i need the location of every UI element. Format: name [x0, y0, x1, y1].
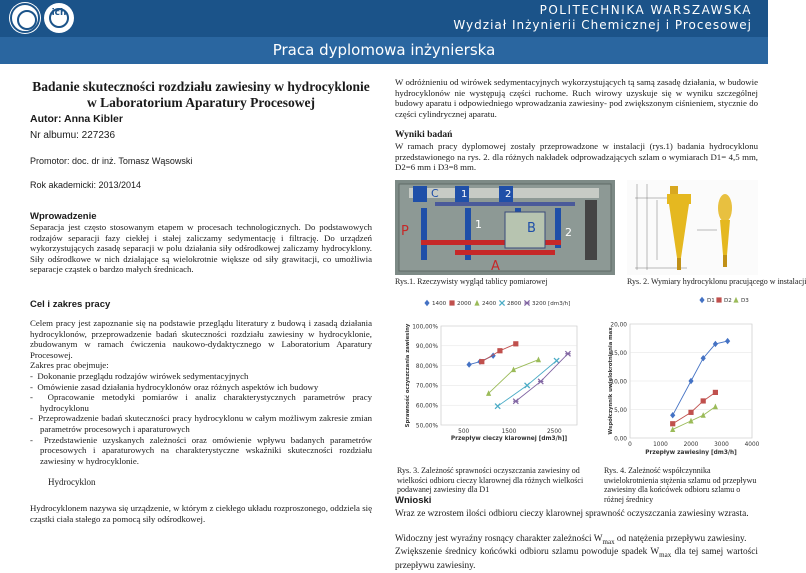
concentration-chart-legend-marker-3: [733, 297, 738, 303]
conclusion-3: Zwiększenie średnicy końcówki odbioru szlamu powoduje spadek $W_{max}$ dla tej samej wartości przepływu zawiesiny.: [395, 547, 758, 572]
efficiency-chart-legend-marker-4: [499, 300, 504, 305]
concentration-chart: [602, 294, 758, 459]
measurement-panel-photo: [395, 180, 615, 275]
author: Autor: Anna Kibler: [30, 113, 123, 125]
academic-year: Rok akademicki: 2013/2014: [30, 180, 142, 190]
supervisor: Promotor: doc. dr inż. Tomasz Wąsowski: [30, 156, 193, 166]
efficiency-chart-svg: [395, 294, 600, 444]
measurement-panel-svg: [395, 180, 615, 275]
faculty-name: Wydział Inżynierii Chemicznej i Procesowej: [453, 18, 752, 32]
hydrocyclone-svg: [627, 180, 758, 275]
efficiency-chart-y-tick-label: 90,00%: [415, 344, 438, 351]
efficiency-chart-y-tick-label: 50,00%: [415, 423, 438, 430]
panel-label-a: A: [491, 259, 500, 274]
concentration-chart-svg: [602, 294, 758, 459]
concentration-chart-y-axis-label: Współczynnik uwielokrotnienia max: [608, 327, 614, 435]
intro-continued: W odróżnieniu od wirówek sedymentacyjnych wykorzystujących tą samą zasadę działania, w budowie hydrocyklonów nie występują części ruchome. Ruch wirowy uzyskuje się w wyniku szczególnej budowy aparatu i odpowiedniego wprowadzania zawiesiny- pod zwiększonym ciśnieniem, stycznie do części cylindrycznej aparatu.: [395, 77, 758, 119]
scope-item-2: - Omówienie zasad działania hydrocyklonów oraz różnych aspektów ich budowy: [30, 381, 319, 392]
conclusion-1: Wraz ze wzrostem ilości odbioru cieczy klarownej sprawność oczyszczania zawiesiny wzrasta.: [395, 509, 749, 519]
efficiency-chart-point-s2: [479, 359, 484, 364]
efficiency-chart-y-tick-label: 60,00%: [415, 403, 438, 410]
concentration-chart-y-tick-label: 0,00: [614, 436, 627, 443]
intro-heading: Wprowadzenie: [30, 211, 97, 222]
efficiency-chart-legend-marker-2: [449, 300, 454, 305]
concentration-chart-point-s2: [688, 410, 693, 415]
album-number: Nr albumu: 227236: [30, 130, 116, 141]
figure-2-caption: Rys. 2. Wymiary hydrocyklonu pracującego w instalacji: [627, 277, 806, 286]
efficiency-chart-x-tick-label: 2500: [546, 429, 562, 435]
concentration-chart-y-tick-label: 5,00: [614, 407, 627, 414]
university-logo: [10, 3, 40, 33]
concentration-chart-x-tick-label: 4000: [744, 442, 760, 448]
efficiency-chart-legend-marker-3: [474, 300, 479, 306]
panel-label-p: P: [401, 224, 409, 239]
concentration-chart-x-axis-label: Przepływ zawiesiny [dm3/h]: [645, 450, 737, 456]
efficiency-chart-y-axis-label: Sprawność oczyszczania zawiesiny: [405, 323, 411, 428]
scope-intro: Zakres prac obejmuje:: [30, 360, 109, 371]
efficiency-chart-x-axis-label: Przepływ cieczy klarownej [dm3/h]]: [450, 436, 568, 442]
concentration-chart-y-tick-label: 10,00: [610, 379, 627, 386]
hydrocyclone-text: Hydrocyklonem nazywa się urządzenie, w którym z ciekłego układu rozproszonego, oddziela się cząstki ciała stałego za pomocą siły odśrodkowej.: [30, 503, 372, 524]
hydrocyclone-heading: Hydrocyklon: [48, 477, 96, 487]
efficiency-chart-y-tick-label: 70,00%: [415, 383, 438, 390]
results-text: W ramach pracy dyplomowej zostały przeprowadzone w instalacji (rys.1) badania hydrocyklonu przedstawionego na rys. 2. dla różnych nakładek odprowadzających szlam o wymiarach D1= 4,5 mm, D2=6 mm i D3=8 mm.: [395, 141, 758, 173]
scope-item-3: - Opracowanie metodyki pomiarów i analiz charakterystycznych parametrów pracy hydrocyklonu: [30, 392, 373, 413]
efficiency-chart-legend-marker-5: [524, 300, 529, 305]
efficiency-chart-x-tick-label: 1500: [501, 429, 517, 435]
scope-item-4: - Przeprowadzenie badań skuteczności pracy hydrocyklonu w całym możliwym zakresie zmian parametrów procesowych i aparaturowych: [30, 413, 373, 434]
panel-label-2: 2: [505, 189, 512, 200]
poster-title: Badanie skuteczności rozdziału zawiesiny w hydrocyklonie w Laboratorium Aparatury Procesowej: [32, 79, 370, 110]
panel-label-b: B: [527, 221, 536, 236]
efficiency-chart-y-tick-label: 100,00%: [412, 324, 438, 331]
aim-body: [30, 318, 372, 466]
efficiency-chart-x-tick-label: 500: [458, 429, 470, 435]
concentration-chart-x-tick-label: 2000: [683, 442, 699, 448]
right-column: [395, 73, 806, 572]
concentration-chart-legend-label-2: D2: [724, 298, 732, 304]
results-heading: Wyniki badań: [395, 130, 453, 140]
efficiency-chart-legend-label-1: 1400: [432, 301, 447, 307]
efficiency-chart-point-s2: [513, 341, 518, 346]
figure-4-caption: Rys. 4. Zależność współczynnika uwielokrotnienia stężenia szlamu od przepływu zawiesiny dla końcówek odbioru szlamu o różnej średnicy: [604, 466, 757, 504]
left-column: [30, 73, 372, 543]
concentration-chart-x-tick-label: 1000: [653, 442, 668, 448]
page-title: Praca dyplomowa inżynierska: [272, 41, 496, 59]
aim-text: Celem pracy jest zapoznanie się na podstawie przeglądu literatury z budową i zasadą działania hydrocyklonów, przeprowadzenie badań skuteczności rozdziału zawiesiny w hydrocyklonie, zbudowanym w ramach ćwiczenia naukowo-dydaktycznego w Laboratorium Aparatury Procesowej.: [30, 318, 372, 360]
concentration-chart-y-tick-label: 15,00: [610, 350, 627, 357]
panel-label-2b: 2: [565, 226, 572, 239]
efficiency-chart-point-s2: [497, 348, 502, 353]
conclusion-2: Widoczny jest wyraźny rosnący charakter zależności $W_{max}$ od natężenia przepływu zawiesiny.: [395, 534, 747, 546]
efficiency-chart-legend-label-2: 2000: [457, 301, 472, 307]
concentration-chart-legend-marker-2: [716, 297, 721, 302]
figure-3-caption: Rys. 3. Zależność sprawności oczyszczania zawiesiny od wielkości odbioru cieczy klarownej dla różnych wielkości podawanej zawiesiny dla D1: [397, 466, 584, 495]
efficiency-chart-plot-area: [441, 326, 577, 425]
hydrocyclone-dimensions-drawing: [627, 180, 758, 275]
concentration-chart-x-tick-label: 3000: [714, 442, 729, 448]
conclusions-heading: Wnioski: [395, 495, 432, 506]
logo-ring: [17, 10, 37, 30]
scope-item-5: - Przedstawienie uzyskanych zależności oraz omówienie wpływu badanych parametrów procesowych i aparaturowych na charakterystyczne wskaźniki skuteczności rozdziału zawiesiny w hydrocyklonie.: [30, 434, 372, 466]
concentration-chart-point-s2: [713, 390, 718, 395]
faculty-logo: [44, 3, 74, 33]
figure-1-caption: Rys.1. Rzeczywisty wygląd tablicy pomiarowej: [395, 277, 548, 286]
panel-label-1: 1: [461, 189, 468, 200]
university-name: POLITECHNIKA WARSZAWSKA: [539, 3, 752, 17]
concentration-chart-x-tick-label: 0: [628, 442, 632, 448]
efficiency-chart-legend-marker-1: [424, 300, 429, 306]
efficiency-chart-legend-label-3: 2400: [482, 301, 497, 307]
efficiency-chart: [395, 294, 600, 444]
efficiency-chart-legend-label-5: 3200 [dm3/h]: [532, 301, 571, 307]
panel-label-c: C: [431, 187, 439, 200]
concentration-chart-legend-label-3: D3: [741, 298, 749, 304]
efficiency-chart-legend-label-4: 2800: [507, 301, 522, 307]
concentration-chart-legend-label-1: D1: [707, 298, 715, 304]
scope-item-1: - Dokonanie przeglądu rodzajów wirówek sedymentacyjnych: [30, 370, 249, 381]
panel-label-1b: 1: [475, 218, 482, 231]
aim-heading: Cel i zakres pracy: [30, 299, 111, 310]
concentration-chart-point-s2: [670, 421, 675, 426]
concentration-chart-legend-marker-1: [699, 297, 704, 303]
concentration-chart-y-tick-label: 20,00: [610, 322, 627, 329]
header-bar: [0, 0, 768, 37]
faculty-logo-mark: ich: [51, 8, 67, 18]
concentration-chart-point-s2: [701, 398, 706, 403]
intro-text: Separacja jest często stosowanym etapem w procesach technologicznych. Do podstawowych rodzajów separacji fazy ciekłej i stałej zaliczamy sedymentację i filtrację. Do urządzeń wykorzystujących zasadę separacji w polu działania siły odśrodkowej zaliczamy hydrocyklony. Siły odśrodkowe w nich działające są wielokrotnie większe od siły grawitacji, co umożliwia separacje cząstek o bardzo małych średnicach.: [30, 222, 372, 275]
efficiency-chart-y-tick-label: 80,00%: [415, 363, 438, 370]
